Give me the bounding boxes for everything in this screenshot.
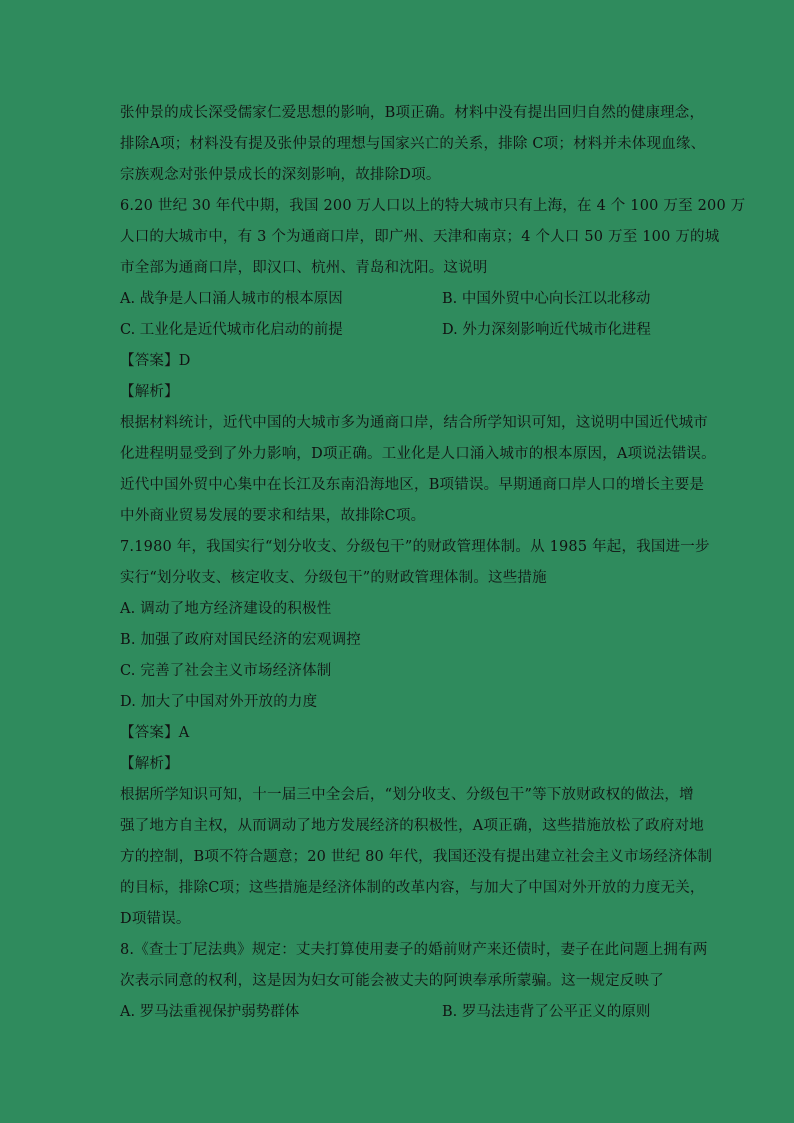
question-stem-line: 市全部为通商口岸，即汉口、杭州、青岛和沈阳。这说明 [120, 260, 488, 276]
question-stem-line: 人口的大城市中，有 3 个为通商口岸，即广州、天津和南京；4 个人口 50 万至 100 万的城 [120, 229, 720, 245]
text-line: 宗族观念对张仲景成长的深刻影响，故排除D项。 [120, 167, 441, 183]
analysis-line: 的目标，排除C项；这些措施是经济体制的改革内容，与加大了中国对外开放的力度无关， [120, 880, 705, 896]
option-b: B. 加强了政府对国民经济的宏观调控 [120, 632, 361, 648]
question-stem-line: 实行“划分收支、核定收支、分级包干”的财政管理体制。这些措施 [120, 570, 547, 586]
option-d: D. 外力深刻影响近代城市化进程 [442, 322, 651, 338]
options-row [120, 315, 680, 346]
answer-label: 【答案】D [120, 353, 191, 369]
prev-analysis [120, 98, 706, 191]
question-8 [120, 935, 708, 1028]
options-row [120, 284, 680, 315]
analysis-line: 根据材料统计，近代中国的大城市多为通商口岸，结合所学知识可知，这说明中国近代城市 [120, 415, 708, 431]
analysis-line: D项错误。 [120, 911, 191, 927]
analysis-line: 强了地方自主权，从而调动了地方发展经济的积极性，A项正确，这些措施放松了政府对地 [120, 818, 704, 834]
text-line: 排除A项；材料没有提及张仲景的理想与国家兴亡的关系，排除 C项；材料并未体现血缘、 [120, 136, 706, 152]
option-a: A. 战争是人口涌人城市的根本原因 [120, 291, 343, 307]
analysis-line: 方的控制，B项不符合题意；20 世纪 80 年代，我国还没有提出建立社会主义市场经济体制 [120, 849, 713, 865]
option-b: B. 中国外贸中心向长江以北移动 [442, 291, 651, 307]
analysis-line: 化进程明显受到了外力影响，D项正确。工业化是人口涌入城市的根本原因，A项说法错误。 [120, 446, 716, 462]
question-stem-line: 8.《查士丁尼法典》规定：丈夫打算使用妻子的婚前财产来还债时，妻子在此问题上拥有两 [120, 942, 708, 958]
analysis-line: 近代中国外贸中心集中在长江及东南沿海地区，B项错误。早期通商口岸人口的增长主要是 [120, 477, 705, 493]
answer-label: 【答案】A [120, 725, 190, 741]
analysis-heading: 【解析】 [120, 384, 179, 400]
document-page [120, 98, 746, 1028]
analysis-heading: 【解析】 [120, 756, 179, 772]
options-row [120, 997, 680, 1028]
analysis-line: 中外商业贸易发展的要求和结果，故排除C项。 [120, 508, 426, 524]
text-line: 张仲景的成长深受儒家仁爱思想的影响，B项正确。材料中没有提出回归自然的健康理念， [120, 105, 705, 121]
analysis-line: 根据所学知识可知，十一届三中全会后，“划分收支、分级包干”等下放财政权的做法，增 [120, 787, 694, 803]
option-a: A. 调动了地方经济建设的积极性 [120, 601, 332, 617]
question-stem-line: 次表示同意的权利，这是因为妇女可能会被丈夫的阿谀奉承所蒙骗。这一规定反映了 [120, 973, 664, 989]
option-d: D. 加大了中国对外开放的力度 [120, 694, 318, 710]
question-7 [120, 532, 713, 935]
question-6 [120, 191, 746, 532]
question-stem-line: 6.20 世纪 30 年代中期，我国 200 万人口以上的特大城市只有上海，在 4 个 100 万至 200 万 [120, 198, 746, 214]
option-c: C. 完善了社会主义市场经济体制 [120, 663, 332, 679]
option-b: B. 罗马法违背了公平正义的原则 [442, 1004, 651, 1020]
option-a: A. 罗马法重视保护弱势群体 [120, 1004, 300, 1020]
question-stem-line: 7.1980 年，我国实行“划分收支、分级包干”的财政管理体制。从 1985 年起，我国进一步 [120, 539, 710, 555]
option-c: C. 工业化是近代城市化启动的前提 [120, 322, 343, 338]
